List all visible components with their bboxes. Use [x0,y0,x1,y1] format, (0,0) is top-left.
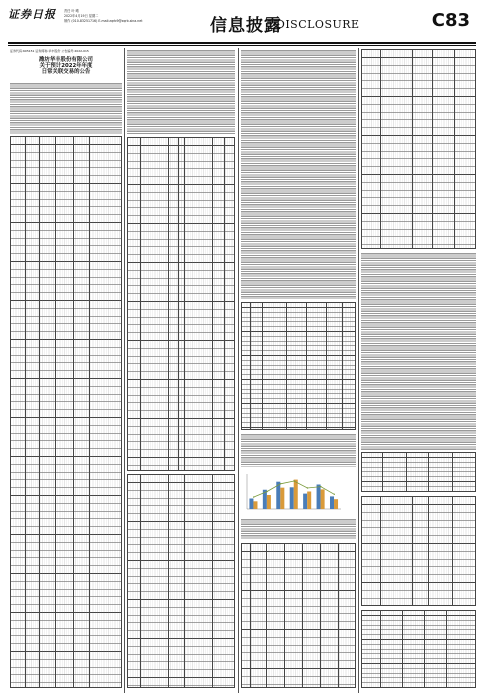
chart-point [293,480,294,481]
chart-bar [303,494,307,509]
announcement-title-2: 日常关联交易的公告 [41,69,91,75]
body-text-block-3 [241,433,356,467]
chart-bar [330,496,334,509]
right-table-1 [361,49,476,249]
body-text-block-2 [241,49,356,299]
right-table-4 [361,610,476,688]
right-table-2 [361,452,476,492]
right-table-3 [361,496,476,606]
column-divider [124,48,125,693]
section-subtitle: DISCLOSURE [276,18,360,31]
chart-point [320,486,321,487]
chart-bar [294,480,298,509]
chart-bar [321,489,325,509]
chart-bar [253,501,257,509]
masthead [8,6,476,46]
masthead-rule-thin [8,45,476,46]
chart-bar [317,485,321,510]
chart-bar [290,487,294,509]
financial-table [241,302,356,430]
column-divider [238,48,239,693]
column-divider [358,48,359,693]
chart-bar [307,492,311,510]
chart-point [253,496,254,497]
announcement-header [10,49,122,79]
chart-svg [241,471,344,515]
company-name: 潍坊华丰股份有限公司 [39,57,93,63]
newspaper-logo: 证券日报 [8,8,56,21]
intro-text [10,82,122,134]
masthead-rule [8,42,476,44]
chart-bar [280,488,284,509]
announcement-title-1: 关于预计2022年年度 [39,63,93,69]
page-number: C83 [431,10,470,31]
chart-point [334,494,335,495]
chart-point [266,491,267,492]
section-title: 信息披露 [210,16,282,36]
related-party-table [10,136,122,688]
body-text-block-5 [361,252,476,450]
bar-line-chart [241,471,344,515]
chart-point [307,487,308,488]
chart-bar [334,499,338,509]
transaction-detail-table-2 [127,474,235,688]
subsidiary-table [241,543,356,688]
chart-point [280,483,281,484]
editor-line: 责任 叶 暾 [64,9,79,13]
chart-bar [249,499,253,510]
body-text-block [127,49,235,135]
contact-line: 制作 (010-83251716) E-mail:zqrb9@zqrb.sina.net [64,19,143,23]
announcement-code: 证券代码:605151 证券简称:华丰股份 公告编号:2022-015 [10,49,89,53]
body-text-block-4 [241,518,356,540]
date-line: 2022年4月19日 星期二 [64,14,99,18]
transaction-detail-table [127,137,235,471]
chart-bar [267,495,271,509]
